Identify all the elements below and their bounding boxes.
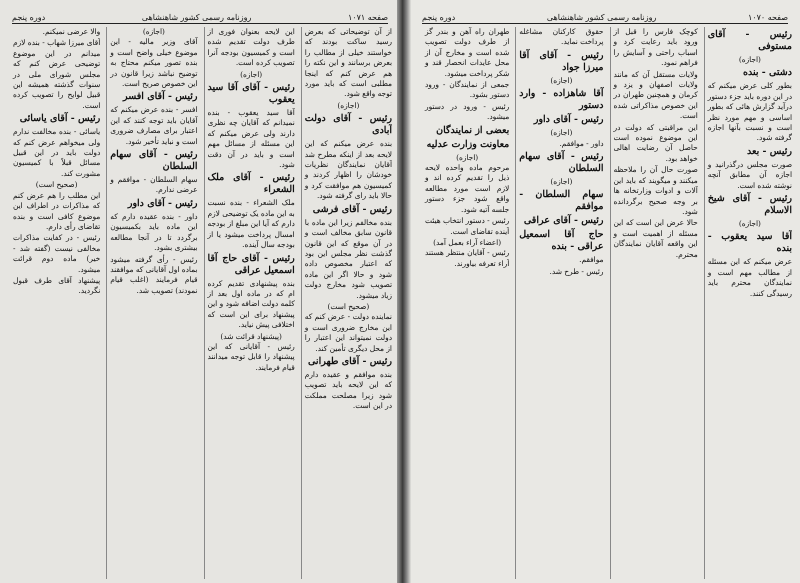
parenthetical-note: (پیشنهاد قرائت شد) — [220, 331, 282, 341]
paragraph: بنده موافقم و عقیده دارم که این لایحه باید تصویب شود زیرا مصلحت مملکت در این است. — [304, 369, 392, 411]
paragraph: رئیس - رأی گرفته میشود بماده اول آقایانی که موافقند قیام فرمایند (اغلب قیام نمودند) تصویب شد. — [110, 254, 198, 295]
speaker-heading: رئیس - آقای شیخ الاسلام — [707, 193, 792, 217]
paragraph: آقا سید یعقوب - بنده نمیدانم که آقایان چه نظری دارند ولی عرض میکنم که این مسئله از مسائل مهم است و باید در آن دقت شود. — [207, 108, 295, 170]
parenthetical-note: (اجازه) — [337, 100, 360, 110]
text-column — [704, 27, 792, 579]
paragraph: رئیس - آقایانی که این پیشنهاد را قابل توجه میدانند قیام فرمایند. — [207, 341, 295, 372]
parenthetical-note: (صحیح است) — [327, 301, 370, 311]
text-columns — [422, 27, 792, 579]
paragraph: موافقم. — [579, 255, 604, 265]
speaker-heading: آقا شاهزاده - وارد دستور — [519, 88, 604, 112]
parenthetical-note: (اجازه) — [738, 219, 761, 229]
text-column — [204, 27, 295, 579]
paragraph: والا عرضی نمیکنم. — [42, 27, 101, 36]
speaker-heading: رئیس - آقای سهام السلطان — [519, 151, 604, 175]
parenthetical-note: (اجازه) — [738, 55, 761, 64]
parenthetical-note: (اجازه) — [456, 152, 479, 162]
speaker-heading: رئیس - آقای داور — [127, 197, 198, 209]
paragraph: سهام السلطان - موافقم و عرضی ندارم. — [110, 175, 198, 195]
parenthetical-note: (اجازه) — [142, 27, 165, 36]
paragraph: بطور کلی عرض میکنم که در این دوره باید جزء دستور درآید گزارش هائی که بطور اساسی و مهم مورد نظر است و نسبت بآنها اجازه گرفته شود. — [707, 81, 792, 143]
text-columns — [10, 27, 392, 579]
binding-gutter — [397, 0, 411, 583]
parenthetical-note: (اعضاء آراء بعمل آمد) — [433, 237, 502, 247]
speaker-heading: رئیس - آقای مستوفی — [707, 29, 792, 52]
paragraph: کوچک فارس را قبل از ورود باید رعایت کرد و اسباب راحتی و آسایش را فراهم نمود. — [613, 27, 698, 68]
volume-label: دوره پنجم — [12, 13, 46, 22]
speaker-heading: رئیس - آقای طهرانی — [308, 355, 392, 367]
speaker-heading: رئیس - آقای عراقی — [523, 215, 604, 227]
paragraph: مرحوم ماده واحده لایحه ذیل را تقدیم کرده اند و لازم است مورد مطالعه واقع شود جزء دستور جلسه آتیه شود. — [425, 163, 510, 214]
parenthetical-note: (اجازه) — [240, 69, 263, 79]
paragraph: بنده مخالفم زیرا این ماده با قانون سابق مخالف است و در آن موقع که این قانون گذشت نظر مجلس این بود که اعتبار مخصوص داده شود و حالا اگر این ماده تصویب شود مخارج دولت زیاد میشود. — [304, 217, 392, 300]
paragraph: ملک الشعراء - بنده نسبت به این ماده یک توضیحی لازم دارم که آیا این مبلغ از بودجه امسال پرداخت میشود یا از بودجه سال آینده. — [207, 198, 295, 250]
speaker-heading: رئیس - آقای آقا میرزا جواد — [519, 49, 604, 73]
text-column — [422, 27, 509, 579]
paragraph: داور - موافقم. — [559, 138, 604, 148]
paragraph: داور - بنده عقیده دارم که این ماده باید بکمیسیون برگردد تا در آنجا مطالعه بیشتری بشود. — [110, 211, 198, 253]
paragraph: نماینده دولت - عرض کنم که این مخارج ضروری است و دولت نمیتواند این اعتبار را از محل دیگری تأمین کند. — [304, 312, 392, 353]
paragraph: بنده عرض میکنم که این لایحه بعد از اینکه مطرح شد آقایان نمایندگان نظریات خودشان را اظهار کردند و کمیسیون هم موافقت کرد و حالا باید رای گرفته شود. — [304, 139, 392, 201]
paragraph: ولایات مستقل آن که مانند ولایات اصفهان و یزد و کرمان و همچنین طهران در این خصوص مذاکراتی شده است. — [613, 69, 698, 121]
page-header — [422, 8, 788, 24]
parenthetical-note: (اجازه) — [550, 177, 573, 187]
paragraph: افسر - بنده عرض میکنم که آقایان باید توجه کنند که این اعتبار برای مصارف ضروری است و نباید تأخیر شود. — [110, 105, 198, 146]
paragraph: رئیس - در کفایت مذاکرات مخالفی نیست (گفته شد - خیر) ماده دوم قرائت میشود. — [13, 233, 101, 274]
page-number: صفحه ۱۰۷۱ — [347, 13, 388, 22]
speaker-heading: رئیس - آقای داور — [533, 114, 604, 126]
speaker-heading: حاج آقا اسمعیل عراقی - بنده — [519, 229, 604, 253]
speaker-heading: بعضی از نمایندگان — [436, 124, 510, 136]
speaker-heading: رئیس - آقای افسر — [123, 91, 198, 103]
speaker-heading: رئیس - آقای آقا سید یعقوب — [207, 82, 295, 106]
paragraph: آقای وزیر مالیه - این موضوع خیلی واضح است و بنده تصور میکنم محتاج به توضیح نباشد زیرا قانون در این خصوص صریح است. — [110, 37, 198, 89]
text-column — [610, 27, 698, 579]
speaker-heading: معاونت وزارت عدلیه — [426, 138, 510, 150]
paragraph: این مراقبتی که دولت در این موضوع نموده است حاصل آن رضایت اهالی خواهد بود. — [613, 122, 698, 163]
paragraph: صورت مجلس درگذرانید و اجازه آن مطابق آنچه نوشته شده است. — [707, 159, 792, 190]
paragraph: عرض میکنم که این مسئله از مطالب مهم است و نمایندگان محترم باید رسیدگی کنند. — [707, 257, 792, 298]
text-column — [301, 27, 392, 579]
paragraph: رئیس - ورود در دستور میشود. — [425, 101, 510, 122]
speaker-heading: رئیس - آقای یاسائی — [19, 113, 101, 125]
speaker-heading: رئیس - آقای سهام السلطان — [110, 149, 198, 173]
newspaper-title: روزنامه رسمی کشور شاهنشاهی — [546, 13, 657, 22]
paragraph: حالا عرض این است که این مسئله از اهمیت است و این واقعه آقایان نمایندگان محترم. — [613, 218, 698, 259]
speaker-heading: رئیس - آقای ملک الشعراء — [207, 172, 295, 196]
paragraph: این مطلب را هم عرض کنم که مذاکرات در اطراف این موضوع کافی است و بنده تقاضای رأی دارم. — [13, 190, 101, 231]
paragraph: پیشنهاد آقای طرف قبول نگردید. — [13, 275, 101, 296]
paragraph: رئیس - طرح شد. — [549, 266, 604, 276]
page-number: صفحه ۱۰۷۰ — [747, 13, 788, 22]
speaker-heading: آقا سید یعقوب - بنده — [707, 231, 792, 255]
speaker-heading: رئیس - آقای حاج آقا اسمعیل عراقی — [207, 252, 295, 276]
paragraph: طهران راه آهن و بندر گز از طرف دولت تصویب شده است و مخارج آن از محل عایدات انحصار قند و شکر پرداخت میشود. — [425, 27, 510, 78]
parenthetical-note: (صحیح است) — [35, 180, 78, 190]
parenthetical-note: (اجازه) — [550, 128, 573, 138]
paragraph: آقای میرزا شهاب - بنده لازم میدانم در این موضوع توضیحی عرض کنم که مجلس شورای ملی در سنوات گذشته همیشه این قبیل لوایح را تصویب کرده است. — [13, 38, 101, 110]
text-column — [106, 27, 197, 579]
paragraph: از آن توضیحاتی که بعرض رسید ساکت بودند که خواستند خیلی از مطالب را بعرض برسانند و این نکته را هم عرض کنم که اینجا مطلبی است که باید مورد توجه واقع شود. — [304, 27, 392, 99]
volume-label: دوره پنجم — [422, 13, 456, 22]
speaker-heading: رئیس - آقای فرشی — [312, 203, 392, 215]
speaker-heading: رئیس - بعد — [747, 145, 792, 157]
parenthetical-note: (اجازه) — [550, 75, 573, 85]
right-page — [400, 0, 800, 583]
paragraph: رئیس - آقایان منتظر هستند آراء تعرفه بیاورند. — [425, 248, 510, 268]
speaker-heading: رئیس - آقای دولت آبادی — [304, 113, 392, 137]
paragraph: جمعی از نمایندگان - ورود دستور بشود. — [425, 80, 510, 100]
paragraph: این لایحه بعنوان فوری از طرف دولت تقدیم شده است و کمیسیون بودجه آنرا تصویب کرده است. — [207, 27, 295, 68]
speaker-heading: سهام السلطان - موافقم — [519, 189, 604, 213]
paragraph: رئیس - دستور انتخاب هیئت آینده تقاضای است. — [425, 216, 510, 236]
text-column — [10, 27, 100, 579]
text-column — [515, 27, 603, 579]
newspaper-title: روزنامه رسمی کشور شاهنشاهی — [141, 13, 252, 22]
page-header — [12, 8, 388, 24]
paragraph: بنده پیشنهادی تقدیم کرده ام که در ماده اول بعد از کلمه دولت اضافه شود و این پیشنهاد برای این است که اختلافی پیش نیاید. — [207, 278, 295, 330]
speaker-heading: دشتی - بنده — [742, 67, 792, 79]
paragraph: صورت حال آن را ملاحظه میکنند و میگویند که باید این آلات و ادوات وزارتخانه ها بر وجه صحیح برگردانده شود. — [613, 165, 698, 216]
paragraph: یاسائی - بنده مخالفت ندارم ولی میخواهم عرض کنم که دولت باید در این قبیل مسائل قبلاً با کمیسیون مشورت کند. — [13, 127, 101, 178]
paragraph: حقوق کارکنان مشاغله پرداخت نماید. — [519, 27, 604, 47]
